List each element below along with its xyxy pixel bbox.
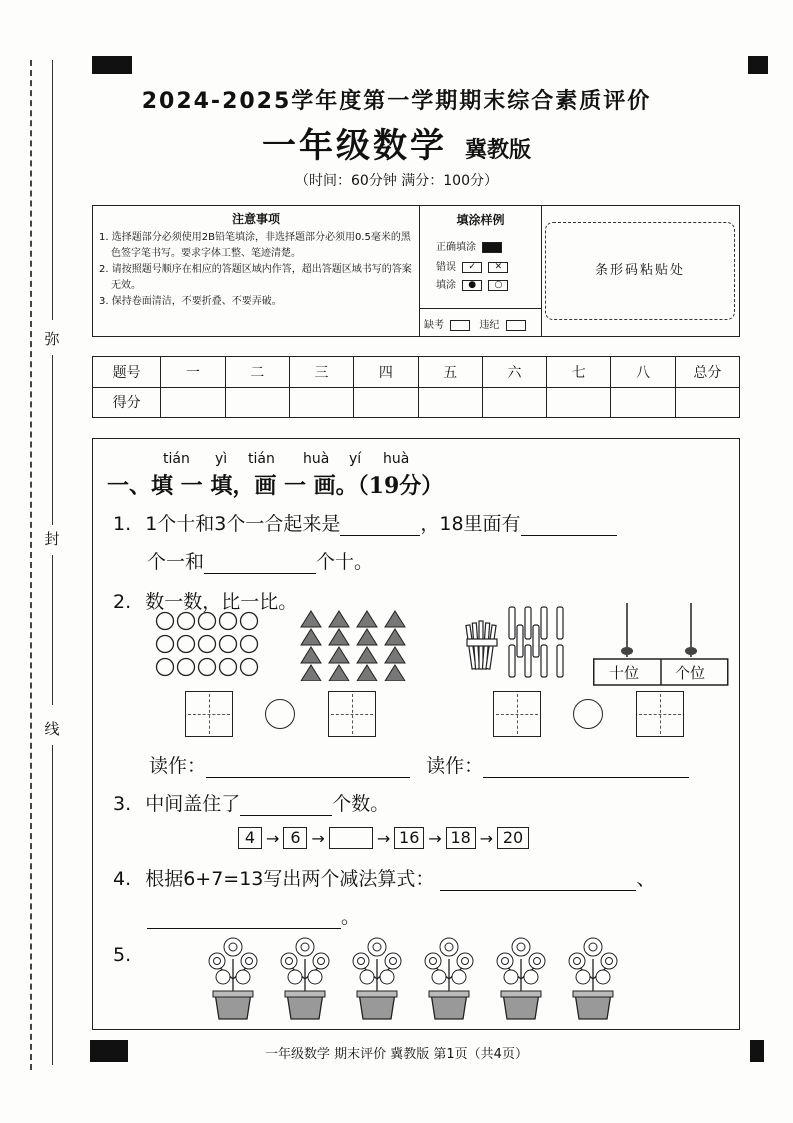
score-cell[interactable] — [675, 387, 739, 418]
notice-heading: 注意事项 — [231, 212, 280, 226]
score-cell[interactable] — [354, 387, 418, 418]
question-number: 5. — [113, 944, 132, 966]
sticks-bundle-icon — [465, 605, 577, 681]
absent-label: 缺考 — [424, 320, 444, 331]
score-cell[interactable] — [482, 387, 546, 418]
score-cell[interactable] — [225, 387, 289, 418]
filled-mark-icon — [482, 242, 502, 253]
q3-text-a: 中间盖住了 — [145, 793, 241, 815]
compare-circle[interactable] — [265, 699, 295, 729]
number-box[interactable] — [493, 691, 541, 737]
cross-mark-icon: ✕ — [488, 262, 508, 273]
number-box[interactable] — [185, 691, 233, 737]
abacus-ones-label: 个位 — [675, 664, 706, 682]
sequence-box: 4 — [238, 827, 262, 849]
sequence-box: 20 — [497, 827, 529, 849]
score-cell[interactable] — [547, 387, 611, 418]
fill-sample-heading: 填涂样例 — [456, 213, 505, 227]
q1-text-a: 1个十和3个一合起来是 — [145, 513, 341, 535]
answer-blank[interactable] — [206, 777, 410, 778]
score-header: 二 — [225, 357, 289, 388]
edition-name: 冀教版 — [464, 137, 531, 163]
fill-sample — [420, 206, 542, 336]
answer-blank[interactable] — [483, 777, 689, 778]
score-header: 一 — [161, 357, 225, 388]
number-sequence — [238, 827, 529, 849]
wrong-fill-label-2: 填涂 — [436, 280, 456, 291]
q4-end: 。 — [341, 906, 361, 928]
score-cell[interactable] — [289, 387, 353, 418]
binding-solid-line — [52, 745, 53, 1065]
corner-mark-top-left — [92, 56, 132, 74]
score-table — [92, 356, 740, 418]
arrow-right-icon: → — [266, 828, 280, 848]
question-number: 4. — [113, 868, 132, 890]
circle-mark-icon: ○ — [488, 280, 508, 291]
question-number: 2. — [113, 591, 132, 613]
binding-solid-line — [52, 355, 53, 525]
notice-rule: 2. 请按照题号顺序在相应的答题区域内作答，超出答题区域书写的答案无效。 — [99, 264, 412, 291]
binding-char: 线 — [42, 718, 62, 739]
sequence-box-hidden[interactable] — [329, 827, 373, 849]
score-cell[interactable] — [611, 387, 675, 418]
score-header: 八 — [611, 357, 675, 388]
number-box[interactable] — [636, 691, 684, 737]
binding-solid-line — [52, 555, 53, 705]
pinyin: yí — [349, 451, 362, 467]
score-header: 题号 — [93, 357, 161, 388]
answer-blank[interactable] — [204, 573, 316, 574]
q1-text-d: 个十。 — [316, 551, 374, 573]
absent-checkbox[interactable] — [450, 320, 470, 331]
read-as-label: 读作： — [426, 755, 484, 777]
arrow-right-icon: → — [311, 828, 325, 848]
question-1 — [113, 509, 617, 536]
score-header: 七 — [547, 357, 611, 388]
absent-violation-row — [420, 308, 541, 336]
abacus-tens-label: 十位 — [609, 664, 640, 682]
violation-checkbox[interactable] — [506, 320, 526, 331]
flower-pots — [203, 929, 623, 1025]
check-mark-icon: ✓ — [462, 262, 482, 273]
answer-blank[interactable] — [521, 535, 617, 536]
subject-title — [0, 118, 793, 167]
dot-mark-icon: ● — [462, 280, 482, 291]
arrow-right-icon: → — [376, 828, 391, 848]
score-row — [93, 387, 740, 418]
subject-name: 一年级数学 — [261, 126, 447, 166]
pinyin: tián — [248, 451, 275, 467]
sequence-box: 6 — [283, 827, 307, 849]
score-header: 四 — [354, 357, 418, 388]
score-header: 总分 — [675, 357, 739, 388]
score-cell[interactable] — [161, 387, 225, 418]
corner-mark-top-right — [748, 56, 768, 74]
score-row-label: 得分 — [93, 387, 161, 418]
notice-rules — [93, 206, 420, 336]
sequence-box: 16 — [394, 827, 424, 849]
page-footer: 一年级数学 期末评价 冀教版 第1页（共4页） — [265, 1047, 528, 1062]
question-4 — [113, 864, 655, 891]
question-5 — [113, 944, 131, 966]
score-header-row — [93, 357, 740, 388]
exam-info: （时间：60分钟 满分：100分） — [295, 173, 498, 189]
read-as-label: 读作： — [149, 755, 207, 777]
correct-fill-label: 正确填涂 — [436, 242, 476, 253]
read-as-row — [149, 751, 689, 778]
section-one — [92, 438, 740, 1030]
exam-title: 2024-2025学年度第一学期期末综合素质评价 — [141, 89, 652, 114]
question-number: 3. — [113, 793, 132, 815]
pinyin: huà — [303, 451, 330, 467]
pinyin: yì — [215, 451, 228, 467]
section-title: 一、填 一 填，画 一 画。（19分） — [107, 473, 444, 499]
violation-label: 违纪 — [479, 320, 500, 331]
answer-blank[interactable] — [440, 890, 636, 891]
q4-text: 根据6+7=13写出两个减法算式： — [145, 868, 435, 890]
question-2 — [113, 587, 297, 614]
score-cell[interactable] — [418, 387, 482, 418]
triangles-group — [299, 609, 413, 681]
question-3 — [113, 789, 389, 816]
binding-char: 封 — [42, 528, 62, 549]
barcode-area: 条形码粘贴处 — [545, 222, 735, 320]
binding-dashed-line — [30, 60, 32, 1070]
score-header: 三 — [289, 357, 353, 388]
compare-circle[interactable] — [573, 699, 603, 729]
question-number: 1. — [113, 513, 132, 535]
answer-blank[interactable] — [340, 535, 420, 536]
answer-blank[interactable] — [240, 815, 332, 816]
q3-text-b: 个数。 — [332, 793, 390, 815]
pinyin: tián — [163, 451, 190, 467]
question-4-cont — [147, 902, 360, 929]
score-header: 五 — [418, 357, 482, 388]
question-1-cont — [147, 547, 373, 574]
wrong-fill-row — [436, 258, 508, 273]
correct-fill-row — [436, 238, 502, 253]
notice-rule: 1. 选择题部分必须使用2B铅笔填涂，非选择题部分必须用0.5毫米的黑色签字笔书写。要求字体工整、笔迹清楚。 — [99, 232, 411, 259]
notice-rule: 3. 保持卷面清洁，不要折叠、不要弄破。 — [99, 296, 282, 307]
circles-group — [155, 611, 263, 677]
q4-separator: 、 — [636, 868, 656, 890]
sequence-box: 18 — [446, 827, 476, 849]
q1-text-b: ，18里面有 — [420, 513, 521, 535]
wrong-fill-row-2 — [436, 276, 508, 291]
arrow-right-icon: → — [428, 828, 442, 848]
q2-text: 数一数，比一比。 — [145, 591, 298, 613]
binding-char: 弥 — [42, 328, 62, 349]
pinyin: huà — [383, 451, 410, 467]
q1-text-c: 个一和 — [147, 551, 205, 573]
number-box[interactable] — [328, 691, 376, 737]
wrong-fill-label: 错误 — [436, 262, 456, 273]
score-header: 六 — [482, 357, 546, 388]
arrow-right-icon: → — [479, 828, 494, 848]
